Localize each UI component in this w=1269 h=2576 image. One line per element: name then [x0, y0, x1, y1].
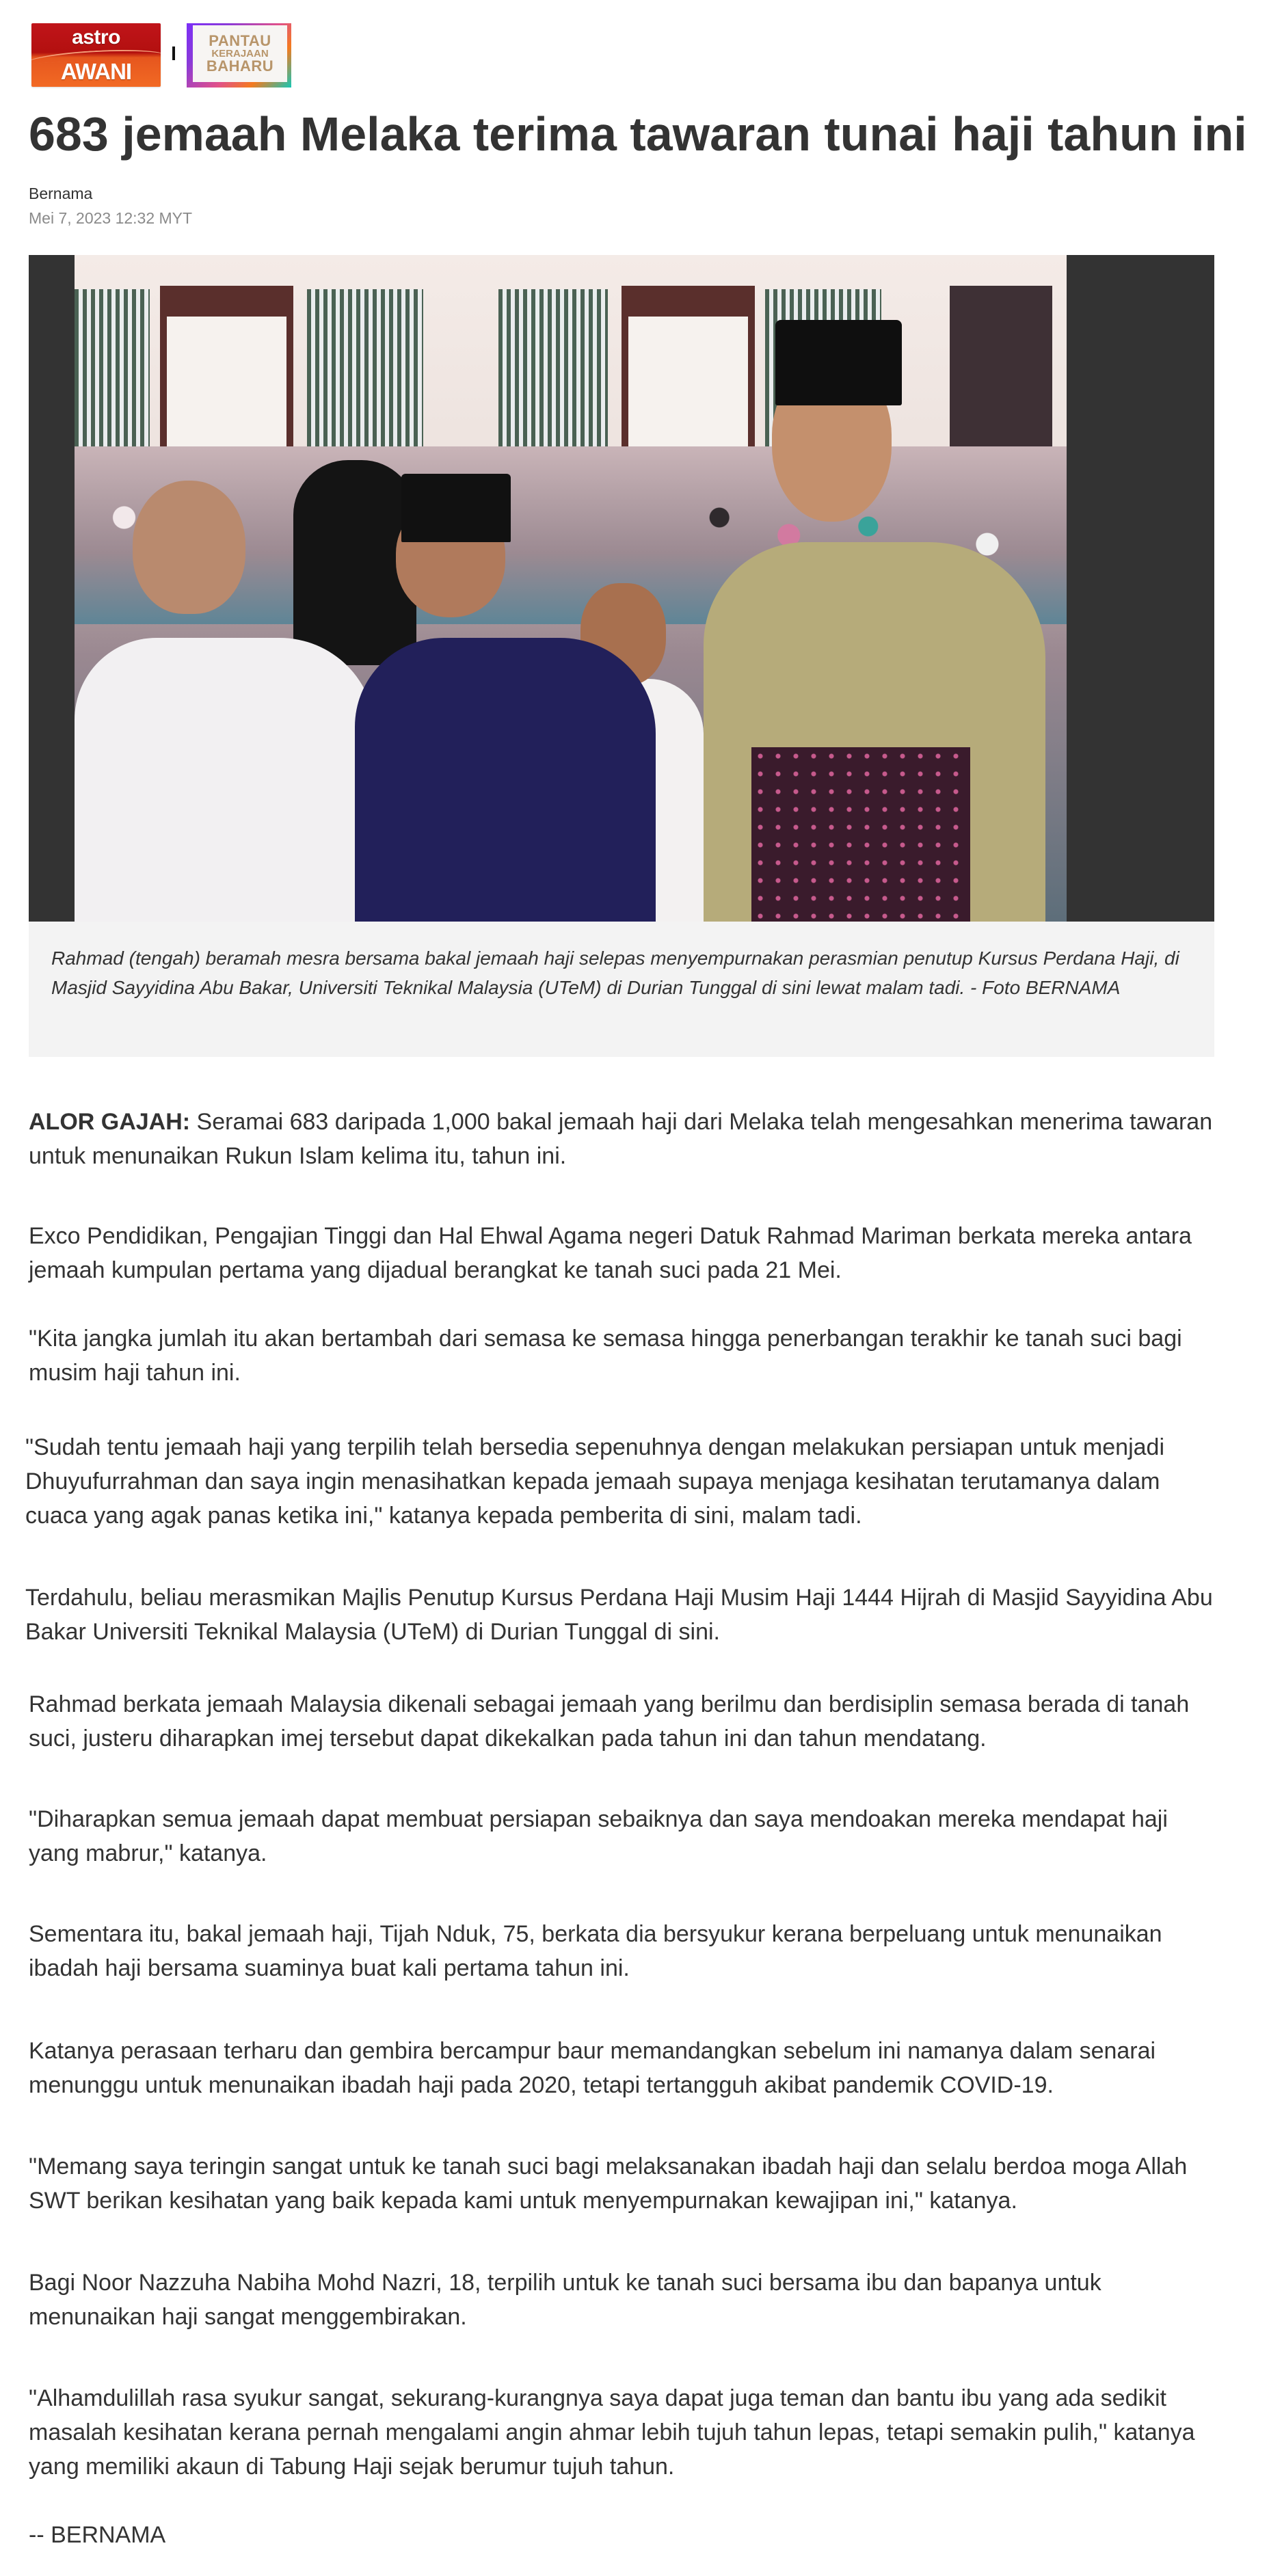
photo-curtain — [950, 286, 1052, 460]
photo-person-ihram-head — [133, 481, 245, 614]
article-paragraph: "Sudah tentu jemaah haji yang terpilih telah bersedia sepenuhnya dengan melakukan persiapan untuk menjadi Dhuyufurrahman dan saya ingin menasihatkan kepada jemaah supaya menjaga kesihatan terutamanya dalam cuaca yang agak panas ketika ini," katanya kepada pemberita di sini, malam tadi. — [25, 1434, 1164, 1529]
logo-text-baharu: BAHARU — [206, 57, 274, 75]
article-paragraph: Rahmad berkata jemaah Malaysia dikenali sebagai jemaah yang berilmu dan berdisiplin semasa berada di tanah suci, justeru diharapkan imej tersebut dapat dikekalkan pada tahun ini dan tahun mendatang. — [29, 1691, 1190, 1752]
article-publish-date: Mei 7, 2023 12:32 MYT — [29, 209, 193, 227]
photo-window — [498, 289, 608, 460]
logo-text-astro: astro — [72, 26, 120, 49]
logo-text-pantau: PANTAU — [209, 32, 271, 49]
article-paragraph: "Memang saya teringin sangat untuk ke tanah suci bagi melaksanakan ibadah haji dan selalu berdoa moga Allah SWT berikan kesihatan yang baik kepada kami untuk menyempurnakan kewajipan ini," katanya. — [29, 2154, 1188, 2214]
article-photo[interactable] — [75, 255, 1067, 922]
logo-text-kerajaan: KERAJAAN — [211, 48, 269, 59]
article-paragraph: "Alhamdulillah rasa syukur sangat, sekurang-kurangnya saya dapat juga teman dan bantu ibu yang ada sedikit masalah kesihatan kerana pernah mengalami angin ahmar lebih tujuh tahun lepas, tetapi semakin pulih," katanya yang memiliki akaun di Tabung Haji sejak berumur tujuh tahun. — [29, 2385, 1195, 2480]
article-paragraph: Bagi Noor Nazzuha Nabiha Mohd Nazri, 18, terpilih untuk ke tanah suci bersama ibu dan bapanya untuk menunaikan haji sangat menggembirakan. — [29, 2270, 1101, 2330]
article-paragraph: "Diharapkan semua jemaah dapat membuat persiapan sebaiknya dan saya mendoakan mereka mendapat haji yang mabrur," katanya. — [29, 1806, 1168, 1866]
article-figure — [29, 255, 1214, 1057]
photo-person-center-songkok — [401, 474, 511, 542]
article-paragraph: Katanya perasaan terharu dan gembira bercampur baur memandangkan sebelum ini namanya dalam senarai menunggu untuk menunaikan ibadah haji pada 2020, tetapi tertangguh akibat pandemik COVID-19. — [29, 2038, 1156, 2098]
article-author: Bernama — [29, 185, 93, 202]
photo-window — [75, 289, 150, 460]
photo-person-right-songkok — [775, 320, 902, 405]
article-source-signoff: -- BERNAMA — [29, 2522, 166, 2548]
photo-person-center-body — [355, 638, 656, 922]
article-paragraph: "Kita jangka jumlah itu akan bertambah dari semasa ke semasa hingga penerbangan terakhir ke tanah suci bagi musim haji tahun ini. — [29, 1326, 1182, 1386]
image-frame — [29, 255, 1214, 922]
logo-separator — [172, 46, 175, 60]
pantau-kerajaan-baharu-logo[interactable] — [187, 23, 291, 88]
article-paragraph — [29, 1105, 1218, 1173]
dateline: ALOR GAJAH: — [29, 1109, 191, 1135]
photo-person-right-samping — [751, 747, 970, 922]
image-caption-box — [29, 922, 1214, 1057]
article-paragraph: Exco Pendidikan, Pengajian Tinggi dan Hal Ehwal Agama negeri Datuk Rahmad Mariman berkata mereka antara jemaah kumpulan pertama yang dijadual berangkat ke tanah suci pada 21 Mei. — [29, 1223, 1192, 1283]
logo-text-awani: AWANI — [60, 59, 132, 84]
article-title: 683 jemaah Melaka terima tawaran tunai haji tahun ini — [29, 107, 1247, 161]
photo-doorway — [622, 286, 755, 460]
image-caption: Rahmad (tengah) beramah mesra bersama bakal jemaah haji selepas menyempurnakan perasmian penutup Kursus Perdana Haji, di Masjid Sayyidina Abu Bakar, Universiti Teknikal Malaysia (UTeM) di Durian Tunggal di sini lewat malam tadi. - Foto BERNAMA — [51, 948, 1179, 998]
paragraph-text: Seramai 683 daripada 1,000 bakal jemaah haji dari Melaka telah mengesahkan menerima tawaran untuk menunaikan Rukun Islam kelima itu, tahun ini. — [29, 1109, 1213, 1169]
photo-person-ihram-body — [75, 638, 375, 922]
photo-window — [307, 289, 423, 460]
article-paragraph: Terdahulu, beliau merasmikan Majlis Penutup Kursus Perdana Haji Musim Haji 1444 Hijrah di Masjid Sayyidina Abu Bakar Universiti Teknikal Malaysia (UTeM) di Durian Tunggal di sini. — [25, 1585, 1213, 1645]
photo-doorway — [160, 286, 293, 460]
astro-awani-logo[interactable] — [31, 23, 161, 87]
article-paragraph: Sementara itu, bakal jemaah haji, Tijah Nduk, 75, berkata dia bersyukur kerana berpeluang untuk menunaikan ibadah haji bersama suaminya buat kali pertama tahun ini. — [29, 1921, 1162, 1981]
